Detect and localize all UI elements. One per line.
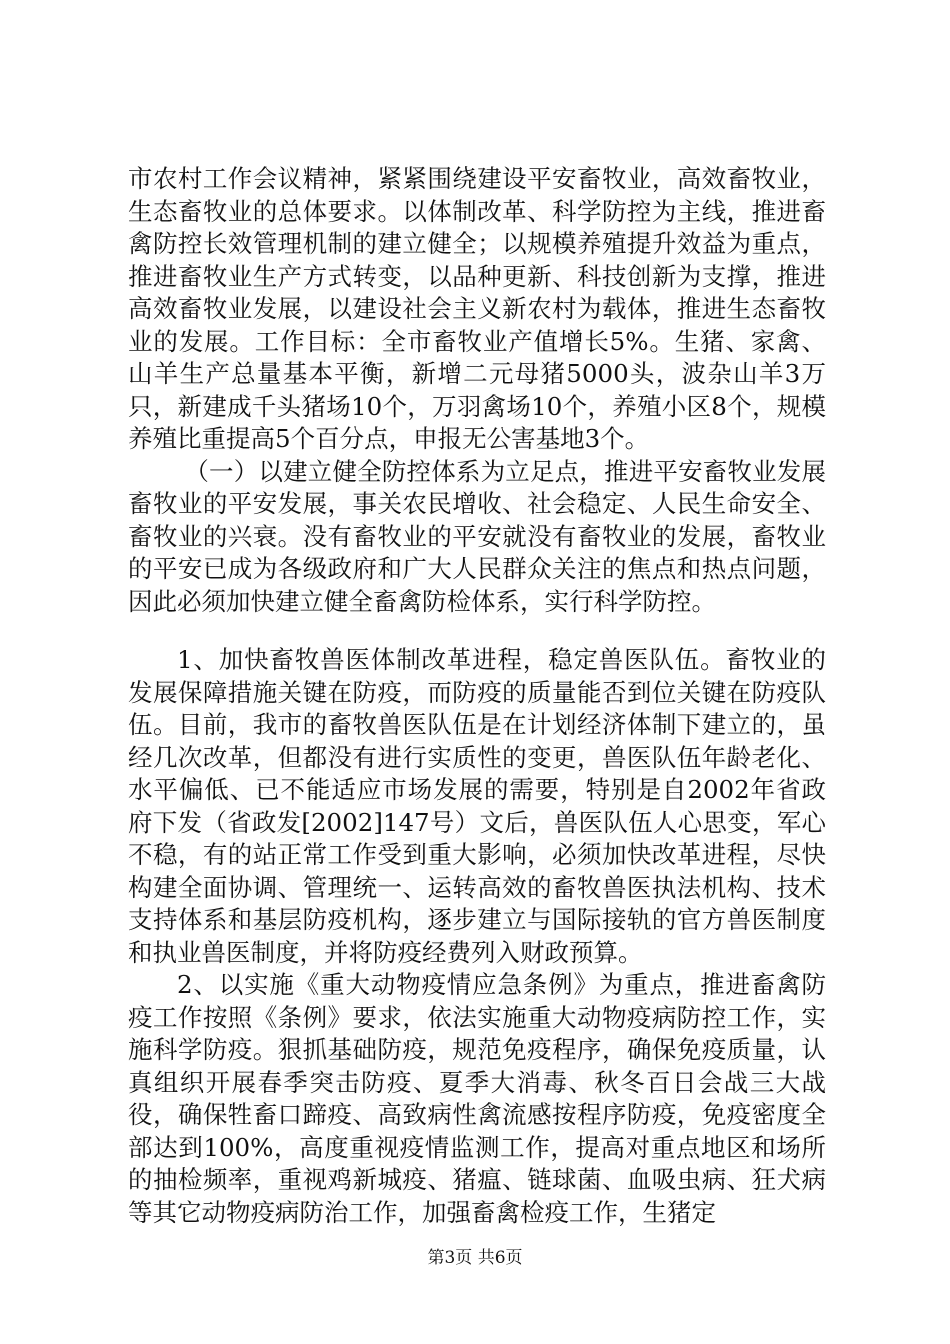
page-number-footer: 第3页 共6页 — [427, 1248, 523, 1268]
paragraph-section-1: （一）以建立健全防控体系为立足点，推进平安畜牧业发展畜牧业的平安发展，事关农民增收、社会稳定、人民生命安全、畜牧业的兴衰。没有畜牧业的平安就没有畜牧业的发展，畜牧业的平安已成为各级政府和广大人民群众关注的焦点和热点问题，因此必须加快建立健全畜禽防检体系，实行科学防控。 — [128, 456, 826, 616]
paragraph-gap — [128, 618, 826, 644]
paragraph-item-2: 2、以实施《重大动物疫情应急条例》为重点，推进畜禽防疫工作按照《条例》要求，依法实施重大动物疫病防控工作，实施科学防疫。狠抓基础防疫，规范免疫程序，确保免疫质量，认真组织开展春季突击防疫、夏季大消毒、秋冬百日会战三大战役，确保牲畜口蹄疫、高致病性禽流感按程序防疫，免疫密度全部达到100%，高度重视疫情监测工作，提高对重点地区和场所的抽检频率，重视鸡新城疫、猪瘟、链球菌、血吸虫病、狂犬病等其它动物疫病防治工作，加强畜禽检疫工作，生猪定 — [128, 970, 826, 1227]
document-body — [128, 163, 826, 1229]
paragraph-intro: 市农村工作会议精神，紧紧围绕建设平安畜牧业，高效畜牧业，生态畜牧业的总体要求。以体制改革、科学防控为主线，推进畜禽防控长效管理机制的建立健全；以规模养殖提升效益为重点，推进畜牧业生产方式转变，以品种更新、科技创新为支撑，推进高效畜牧业发展，以建设社会主义新农村为载体，推进生态畜牧业的发展。工作目标：全市畜牧业产值增长5%。生猪、家禽、山羊生产总量基本平衡，新增二元母猪5000头，波杂山羊3万只，新建成千头猪场10个，万羽禽场10个，养殖小区8个，规模养殖比重提高5个百分点，申报无公害基地3个。 — [128, 164, 826, 453]
paragraph-item-1: 1、加快畜牧兽医体制改革进程，稳定兽医队伍。畜牧业的发展保障措施关键在防疫，而防疫的质量能否到位关键在防疫队伍。目前，我市的畜牧兽医队伍是在计划经济体制下建立的，虽经几次改革，但都没有进行实质性的变更，兽医队伍年龄老化、水平偏低、已不能适应市场发展的需要，特别是自2002年省政府下发（省政发[2002]147号）文后，兽医队伍人心思变，军心不稳，有的站正常工作受到重大影响，必须加快改革进程，尽快构建全面协调、管理统一、运转高效的畜牧兽医执法机构、技术支持体系和基层防疫机构，逐步建立与国际接轨的官方兽医制度和执业兽医制度，并将防疫经费列入财政预算。 — [128, 645, 826, 967]
